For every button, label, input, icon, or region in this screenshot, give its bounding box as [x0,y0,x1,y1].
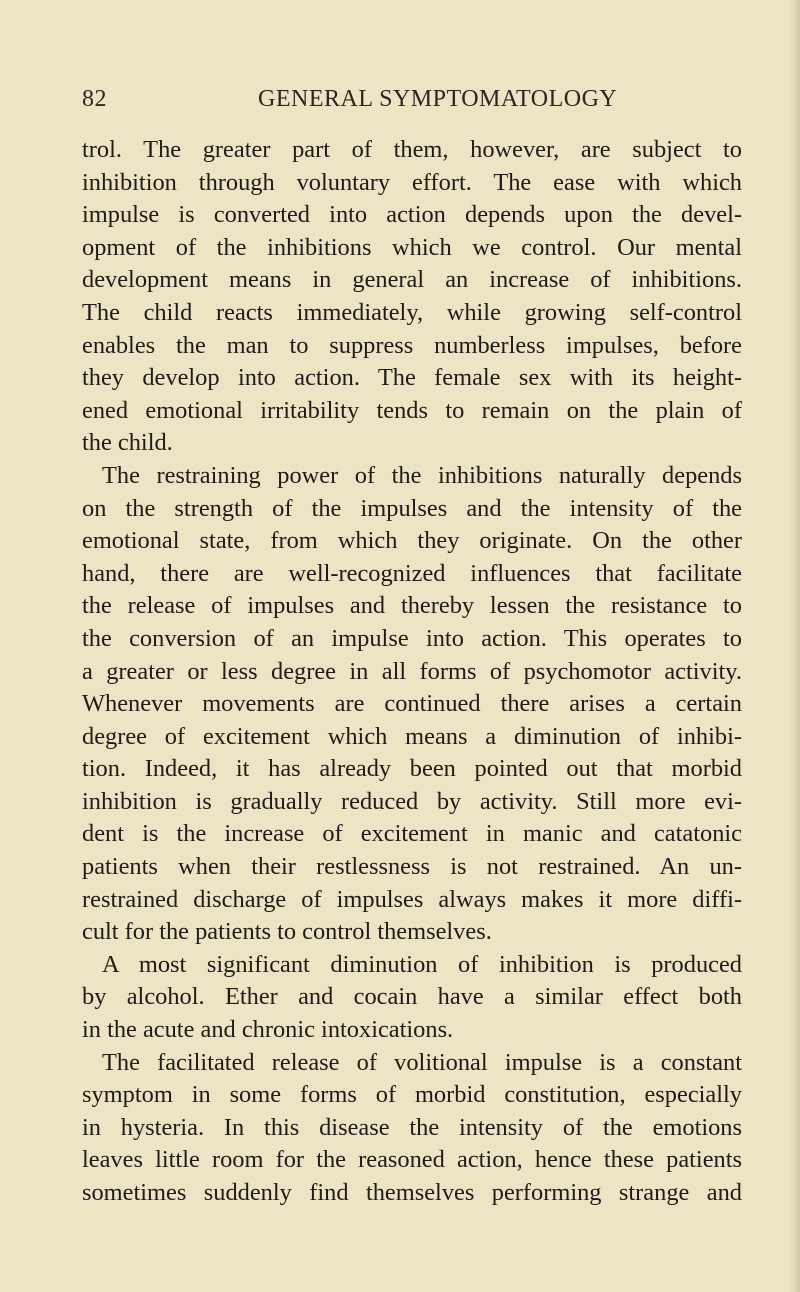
running-head [82,86,722,116]
text-line: The child reacts immediately, while growing self-control [82,298,742,326]
text-line: cult for the patients to control themselves. [82,918,492,946]
text-line: emotional state, from which they originate. On the other [82,527,742,555]
text-line: degree of excitement which means a diminution of inhibi- [82,722,742,750]
paragraph [82,134,742,460]
paragraph [82,949,742,1047]
text-line: on the strength of the impulses and the intensity of the [82,494,742,522]
text-line: leaves little room for the reasoned action, hence these patients [82,1146,742,1174]
text-line: The restraining power of the inhibitions naturally depends [102,461,742,489]
text-line: trol. The greater part of them, however, are subject to [82,136,742,163]
text-line: in hysteria. In this disease the intensity of the emotions [82,1113,742,1141]
text-line: inhibition is gradually reduced by activity. Still more evi- [82,787,742,815]
text-line: opment of the inhibitions which we control. Our mental [82,233,742,261]
text-line: restrained discharge of impulses always makes it more diffi- [82,885,742,913]
body-text [82,134,742,1210]
page-number: 82 [82,86,107,112]
text-line: in the acute and chronic intoxications. [82,1016,454,1044]
text-line: the child. [82,429,173,457]
text-line: the release of impulses and thereby lessen the resistance to [82,592,742,620]
text-line: development means in general an increase of inhibitions. [82,266,742,294]
text-line: enables the man to suppress numberless impulses, before [82,331,742,359]
text-line: symptom in some forms of morbid constitution, especially [82,1081,742,1109]
text-line: hand, there are well-recognized influences that facilitate [82,559,742,587]
text-line: A most significant diminution of inhibition is produced [102,950,742,978]
text-line: sometimes suddenly find themselves performing strange and [82,1179,742,1206]
paragraph [82,460,742,949]
text-line: dent is the increase of excitement in manic and catatonic [82,820,742,848]
page-edge-shadow [790,0,800,1292]
text-line: inhibition through voluntary effort. The ease with which [82,168,742,196]
text-line: ened emotional irritability tends to remain on the plain of [82,396,742,424]
text-line: by alcohol. Ether and cocain have a similar effect both [82,983,742,1011]
text-line: tion. Indeed, it has already been pointed out that morbid [82,755,742,783]
text-line: they develop into action. The female sex with its height- [82,364,742,392]
running-title: GENERAL SYMPTOMATOLOGY [258,86,618,112]
text-line: impulse is converted into action depends upon the devel- [82,201,742,229]
paragraph [82,1047,742,1210]
text-line: Whenever movements are continued there arises a certain [82,690,742,718]
text-line: a greater or less degree in all forms of psychomotor activity. [82,657,742,685]
text-line: the conversion of an impulse into action. This operates to [82,624,742,652]
text-line: The facilitated release of volitional impulse is a constant [102,1048,742,1076]
text-line: patients when their restlessness is not restrained. An un- [82,853,742,881]
